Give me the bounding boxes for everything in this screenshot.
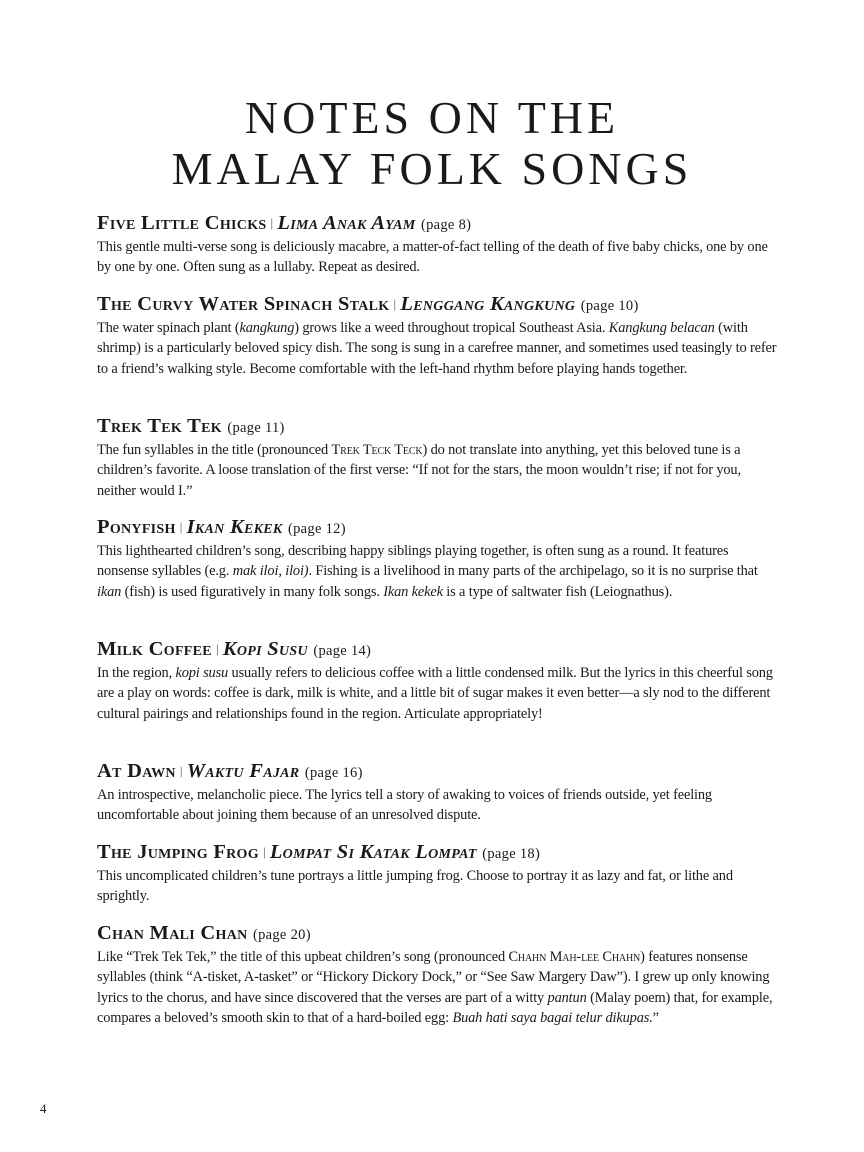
song-heading [97,292,777,318]
page-reference: (page 20) [252,927,311,943]
song-title-english: Trek Tek Tek [97,415,222,437]
song-description [97,866,777,907]
italic-text: kangkung [239,320,295,336]
song-title-english: The Jumping Frog [97,841,259,863]
song-description [97,318,777,379]
song-description [97,785,777,826]
song-description [97,237,777,278]
page-title-line-1: NOTES ON THE [244,91,620,143]
song-title-malay: Waktu Fajar [186,760,300,782]
page-reference: (page 10) [580,298,639,314]
text-run: (Malay poem) that, for example, compares a beloved’s smooth skin to that of a hard-boiled egg: [97,989,773,1027]
italic-text: ikan [97,583,122,600]
page-reference: (page 8) [420,217,472,233]
page-title-line-2: MALAY FOLK SONGS [171,142,693,194]
pronunciation-text: Chahn Mah-lee Chahn [508,949,641,965]
page-reference: (page 16) [304,765,363,781]
page-reference: (page 18) [482,846,541,862]
song-title-malay: Lenggang Kangkung [400,293,576,315]
italic-text: Ikan kekek [383,583,443,600]
song-title-english: At Dawn [97,760,176,782]
song-title-malay: Lima Anak Ayam [277,212,416,234]
text-run: (fish) is used figuratively in many folk songs. [121,583,384,600]
song-note [97,414,777,501]
italic-text: pantun [547,989,587,1006]
title-separator: | [270,215,274,230]
italic-text: Buah hati saya bagai telur dikupas. [452,1010,653,1027]
text-run: ) do not translate into anything, yet this beloved tune is a children’s favorite. A loose translation of the first verse: “If not for the stars, the moon wouldn’t rise; if not for you, neither would I.” [97,442,741,499]
title-separator: | [262,844,266,859]
song-title-english: Chan Mali Chan [97,922,248,944]
text-run: An introspective, melancholic piece. The lyrics tell a story of awaking to voices of friends outside, yet feeling uncomfortable about joining them because of an unresolved dispute. [97,787,712,824]
song-title-malay: Kopi Susu [222,638,308,660]
title-separator: | [393,296,397,311]
title-separator: | [215,641,219,656]
song-title-english: Milk Coffee [97,638,212,660]
page-reference: (page 12) [287,521,346,537]
italic-text: iloi) [285,563,309,580]
text-run: , [278,563,286,580]
text-run: In the region, [97,665,176,681]
text-run: This uncomplicated children’s tune portrays a little jumping frog. Choose to portray it as lazy and fat, or lithe and sprightly. [97,868,733,905]
song-description [97,947,777,1029]
song-note [97,921,777,1029]
text-run: This lighthearted children’s song, describing happy siblings playing together, is often sung as a round. It features nonsense syllables (e.g. [97,543,729,580]
song-title-english: The Curvy Water Spinach Stalk [97,293,390,315]
text-run: usually refers to delicious coffee with a little condensed milk. But the lyrics in this cheerful song are a play on words: coffee is dark, milk is white, and a little bit of sugar makes it even better—a sly nod to the different cultural pairings and relationships found in the region. Articulate appropriately! [97,665,773,722]
song-note [97,759,777,826]
song-heading [97,515,777,541]
page-number: 4 [40,1101,47,1116]
song-note [97,637,777,724]
song-note [97,211,777,278]
text-run: The fun syllables in the title (pronounced [97,442,332,458]
text-run: Like “Trek Tek Tek,” the title of this upbeat children’s song (pronounced [97,949,509,965]
song-note [97,515,777,602]
pronunciation-text: Trek Teck Teck [331,442,423,458]
text-run: ) grows like a weed throughout tropical Southeast Asia. [294,320,609,336]
song-title-english: Five Little Chicks [97,212,267,234]
title-separator: | [179,763,183,778]
song-heading [97,414,777,440]
song-heading [97,637,777,663]
song-description [97,440,777,501]
italic-text: kopi susu [175,665,229,681]
page-reference: (page 14) [313,643,372,659]
song-heading [97,921,777,947]
song-title-english: Ponyfish [97,516,176,538]
song-note [97,292,777,379]
song-title-malay: Ikan Kekek [186,516,283,538]
song-heading [97,759,777,785]
text-run: is a type of saltwater fish (Leiognathus). [442,583,673,600]
text-run: ” [652,1010,659,1027]
song-title-malay: Lompat Si Katak Lompat [269,841,477,863]
page-reference: (page 11) [227,420,285,436]
text-run: ) features nonsense syllables (think “A-tisket, A-tasket” or “Hickory Dickory Dock,” or “See Saw Margery Daw”). I grew up only knowing lyrics to the chorus, and have since discovered that the verses are part of a witty [97,949,770,1006]
title-separator: | [179,519,183,534]
text-run: . Fishing is a livelihood in many parts of the archipelago, so it is no surprise that [308,563,758,580]
text-run: (with shrimp) is a particularly beloved spicy dish. The song is sung in a carefree manner, and sometimes used teasingly to refer to a friend’s walking style. Become comfortable with the left-hand rhythm before playing hands together. [97,320,777,377]
song-heading [97,211,777,237]
song-note [97,840,777,907]
song-description [97,541,777,602]
song-description [97,663,777,724]
italic-text: Kangkung belacan [608,320,715,336]
text-run: The water spinach plant ( [97,320,240,336]
song-heading [97,840,777,866]
text-run: This gentle multi-verse song is deliciously macabre, a matter-of-fact telling of the death of five baby chicks, one by one by one by one. Often sung as a lullaby. Repeat as desired. [97,239,768,276]
italic-text: mak iloi [232,563,279,580]
